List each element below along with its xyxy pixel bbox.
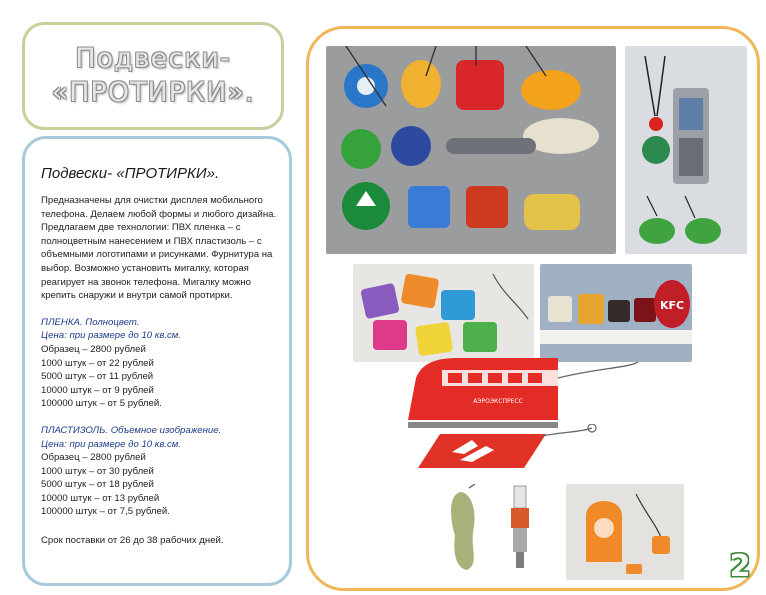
plastisol-price-line: Образец – 2800 рублей [41, 452, 146, 464]
description-text: Предназначены для очистки дисплея мобильного телефона. Делаем любой формы и любого дизайна. Предлагаем две технологии: ПВХ пленка – с полноцветным нанесением и ПВХ пластизоль – с объемными логотипами и рисунками. Фурнитура на выбор. Возможно установить мигалку, которая реагирует на звонок телефона. Мигалку можно крепить снаружи и внутри самой протирки. [41, 195, 277, 302]
title-box [22, 22, 284, 130]
page-title-line-1: Подвески- [75, 43, 231, 74]
plastisol-price-note: Цена: при размере до 10 кв.см. [41, 438, 182, 450]
film-price-line: 5000 штук – от 11 рублей [41, 371, 154, 383]
description-panel [22, 136, 292, 586]
film-price-line: 100000 штук – от 5 рублей. [41, 398, 162, 410]
film-price-line: 10000 штук – от 9 рублей [41, 384, 154, 396]
film-header: ПЛЕНКА. Полноцвет. [41, 316, 140, 328]
film-section [41, 316, 289, 411]
charms-collection-photo [326, 46, 616, 254]
plastisol-header: ПЛАСТИЗОЛЬ. Объемное изображение. [41, 424, 222, 436]
kfc-label: KFC [659, 299, 685, 312]
phone-with-charm-photo [625, 46, 747, 254]
orange-charms-photo [566, 484, 684, 580]
page-number: 2 [729, 549, 751, 584]
film-price-line: Образец – 2800 рублей [41, 343, 146, 355]
plastisol-price-line: 1000 штук – от 30 рублей [41, 465, 154, 477]
plastisol-price-line: 10000 штук – от 13 рублей [41, 492, 160, 504]
spark-plug-charm-photo [500, 482, 540, 576]
plastisol-price-line: 100000 штук – от 7,5 рублей. [41, 506, 170, 518]
plastisol-section [41, 424, 289, 519]
subtitle: Подвески- «ПРОТИРКИ». [41, 165, 220, 182]
delivery-note: Срок поставки от 26 до 38 рабочих дней. [41, 535, 224, 547]
film-price-note: Цена: при размере до 10 кв.см. [41, 330, 182, 342]
plastisol-price-line: 5000 штук – от 18 рублей [41, 479, 154, 491]
green-figure-charm-photo [433, 484, 495, 576]
page-title-line-2: «ПРОТИРКИ». [51, 77, 255, 108]
train-logo-label: АЭРОЭКСПРЕСС [473, 398, 523, 405]
film-price-line: 1000 штук – от 22 рублей [41, 357, 154, 369]
